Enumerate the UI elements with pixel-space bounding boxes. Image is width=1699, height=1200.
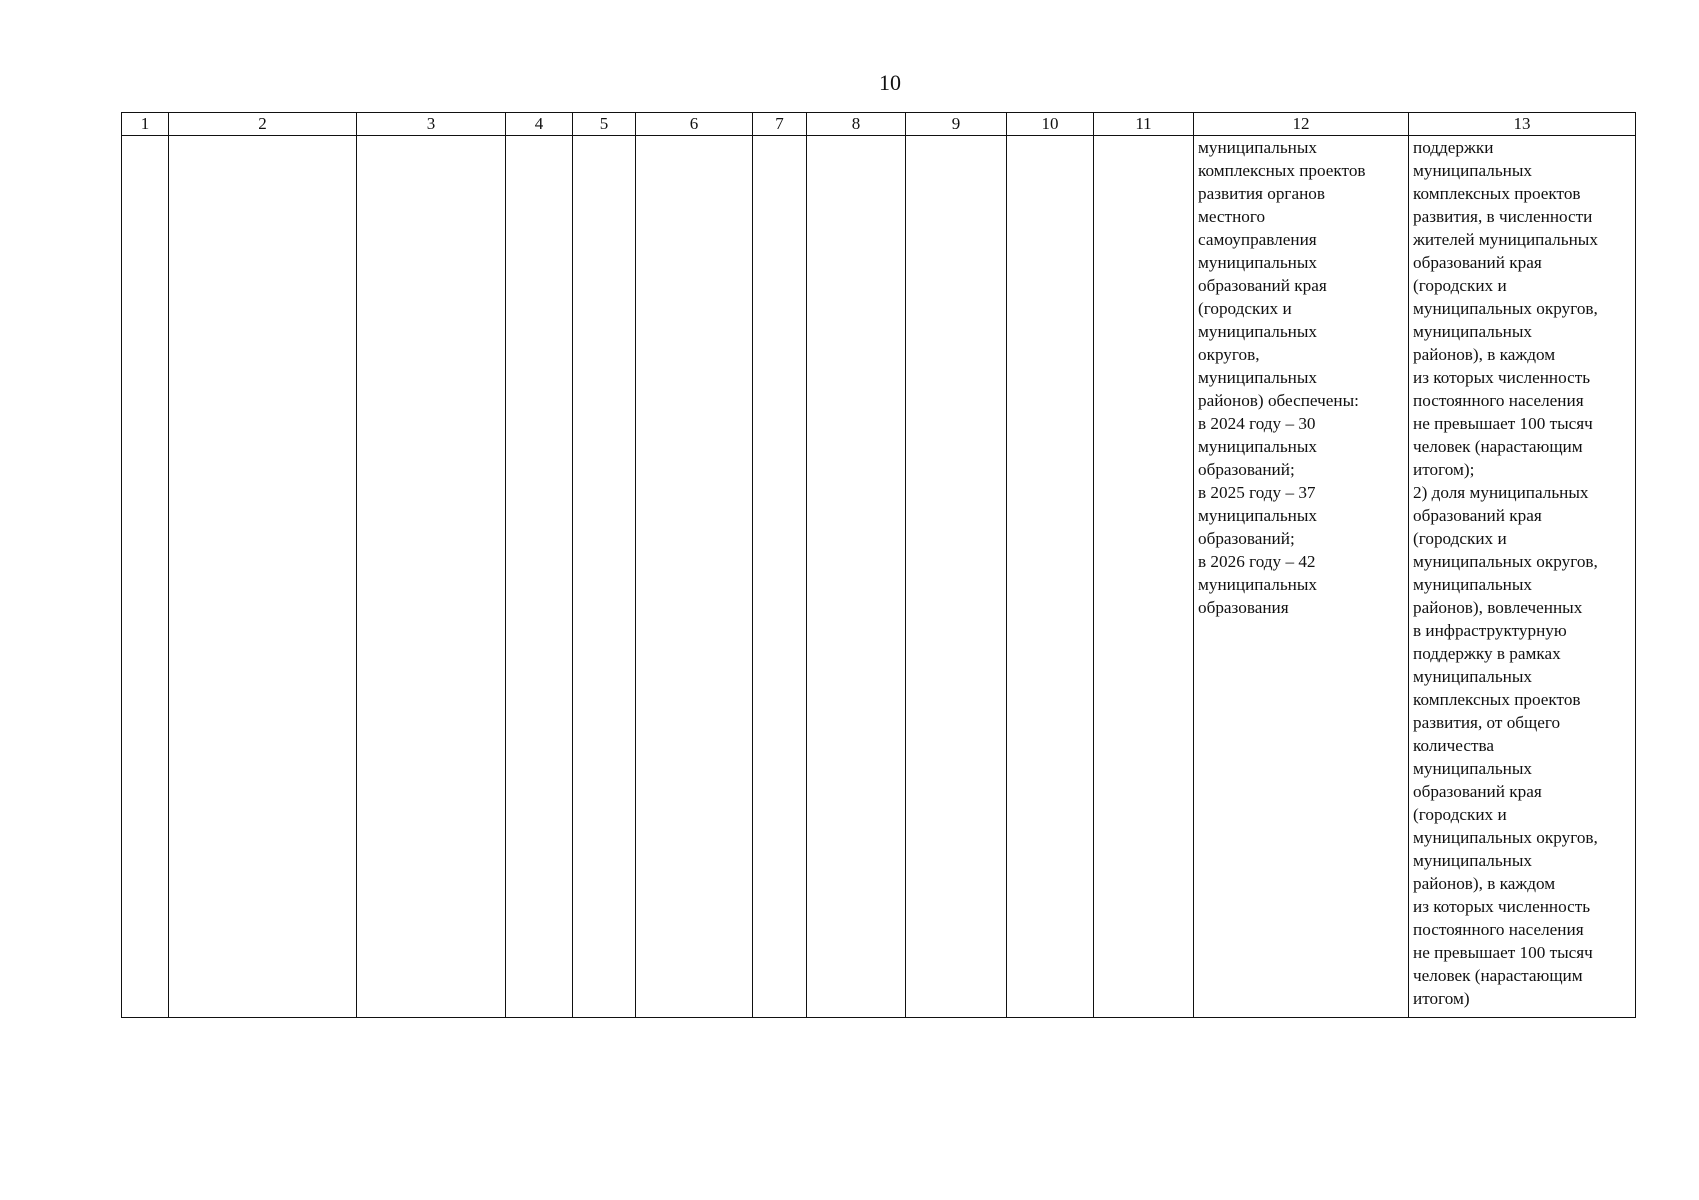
cell-text-line: местного (1198, 207, 1266, 226)
table-row (122, 136, 1636, 1018)
cell-col-11 (1094, 136, 1194, 1018)
cell-text-line: муниципальных (1198, 437, 1317, 456)
cell-text-line: муниципальных округов, (1413, 299, 1598, 318)
column-header-7: 7 (753, 113, 807, 136)
cell-text-line: муниципальных (1198, 506, 1317, 525)
cell-text-line: муниципальных (1413, 851, 1532, 870)
cell-col-4 (506, 136, 573, 1018)
cell-text-line: постоянного населения (1413, 920, 1584, 939)
cell-text-line: муниципальных (1413, 322, 1532, 341)
cell-text-line: поддержки (1413, 138, 1494, 157)
cell-col-8 (807, 136, 906, 1018)
cell-text-line: в 2024 году – 30 (1198, 414, 1316, 433)
cell-text-line: человек (нарастающим (1413, 966, 1583, 985)
cell-text-line: образований; (1198, 529, 1295, 548)
cell-text-line: районов), вовлеченных (1413, 598, 1583, 617)
cell-text-line: поддержку в рамках (1413, 644, 1561, 663)
cell-text-line: округов, (1198, 345, 1260, 364)
cell-text-line: муниципальных (1413, 575, 1532, 594)
column-header-13: 13 (1409, 113, 1636, 136)
cell-text-line: образований края (1198, 276, 1327, 295)
cell-text-line: муниципальных (1413, 161, 1532, 180)
column-header-8: 8 (807, 113, 906, 136)
program-table (121, 112, 1636, 1018)
cell-col-9 (906, 136, 1007, 1018)
cell-text-line: в 2025 году – 37 (1198, 483, 1316, 502)
cell-text-line: не превышает 100 тысяч (1413, 943, 1593, 962)
cell-col-3 (357, 136, 506, 1018)
cell-text-line: образований края (1413, 506, 1542, 525)
cell-col-6 (636, 136, 753, 1018)
column-header-5: 5 (573, 113, 636, 136)
cell-text-line: муниципальных (1413, 759, 1532, 778)
cell-text-line: (городских и (1198, 299, 1292, 318)
cell-text-line: жителей муниципальных (1413, 230, 1598, 249)
cell-col-2 (169, 136, 357, 1018)
cell-text-line: в инфраструктурную (1413, 621, 1567, 640)
column-header-6: 6 (636, 113, 753, 136)
cell-text-line: количества (1413, 736, 1494, 755)
cell-text-line: комплексных проектов (1198, 161, 1366, 180)
cell-text-line: постоянного населения (1413, 391, 1584, 410)
cell-col-7 (753, 136, 807, 1018)
cell-text-line: образований края (1413, 782, 1542, 801)
page-number: 10 (879, 70, 901, 95)
cell-text-line: (городских и (1413, 276, 1507, 295)
column-header-11: 11 (1094, 113, 1194, 136)
cell-text-line: итогом) (1413, 989, 1470, 1008)
column-header-1: 1 (122, 113, 169, 136)
cell-text-line: итогом); (1413, 460, 1475, 479)
cell-text-line: самоуправления (1198, 230, 1317, 249)
cell-text-line: муниципальных (1198, 253, 1317, 272)
cell-text-line: 2) доля муниципальных (1413, 483, 1589, 502)
column-header-3: 3 (357, 113, 506, 136)
cell-text-line: развития органов (1198, 184, 1326, 203)
cell-text-line: муниципальных (1198, 138, 1317, 157)
cell-text-line: человек (нарастающим (1413, 437, 1583, 456)
cell-text-line: районов) обеспечены: (1198, 391, 1359, 410)
column-header-9: 9 (906, 113, 1007, 136)
cell-text-line: районов), в каждом (1413, 874, 1556, 893)
cell-text-line: (городских и (1413, 805, 1507, 824)
column-header-12: 12 (1194, 113, 1409, 136)
cell-text-line: (городских и (1413, 529, 1507, 548)
cell-text-line: муниципальных (1198, 322, 1317, 341)
column-header-10: 10 (1007, 113, 1094, 136)
cell-text-line: муниципальных (1413, 667, 1532, 686)
cell-col-12 (1194, 136, 1409, 1018)
header-row (122, 113, 1636, 136)
cell-text-line: в 2026 году – 42 (1198, 552, 1316, 571)
cell-text-line: муниципальных (1198, 575, 1317, 594)
cell-text-line: комплексных проектов (1413, 184, 1581, 203)
cell-text-line: образований края (1413, 253, 1542, 272)
cell-col-10 (1007, 136, 1094, 1018)
cell-text-line: районов), в каждом (1413, 345, 1556, 364)
cell-text-line: образований; (1198, 460, 1295, 479)
column-header-4: 4 (506, 113, 573, 136)
cell-text-line: развития, в численности (1413, 207, 1593, 226)
cell-col-5 (573, 136, 636, 1018)
cell-col-1 (122, 136, 169, 1018)
cell-text-line: муниципальных (1198, 368, 1317, 387)
cell-text-line: комплексных проектов (1413, 690, 1581, 709)
cell-text-line: муниципальных округов, (1413, 828, 1598, 847)
column-header-2: 2 (169, 113, 357, 136)
cell-text-line: не превышает 100 тысяч (1413, 414, 1593, 433)
cell-text-line: развития, от общего (1413, 713, 1561, 732)
cell-text-line: муниципальных округов, (1413, 552, 1598, 571)
cell-text-line: из которых численность (1413, 897, 1591, 916)
cell-text-line: образования (1198, 598, 1289, 617)
cell-text-line: из которых численность (1413, 368, 1591, 387)
cell-col-13 (1409, 136, 1636, 1018)
